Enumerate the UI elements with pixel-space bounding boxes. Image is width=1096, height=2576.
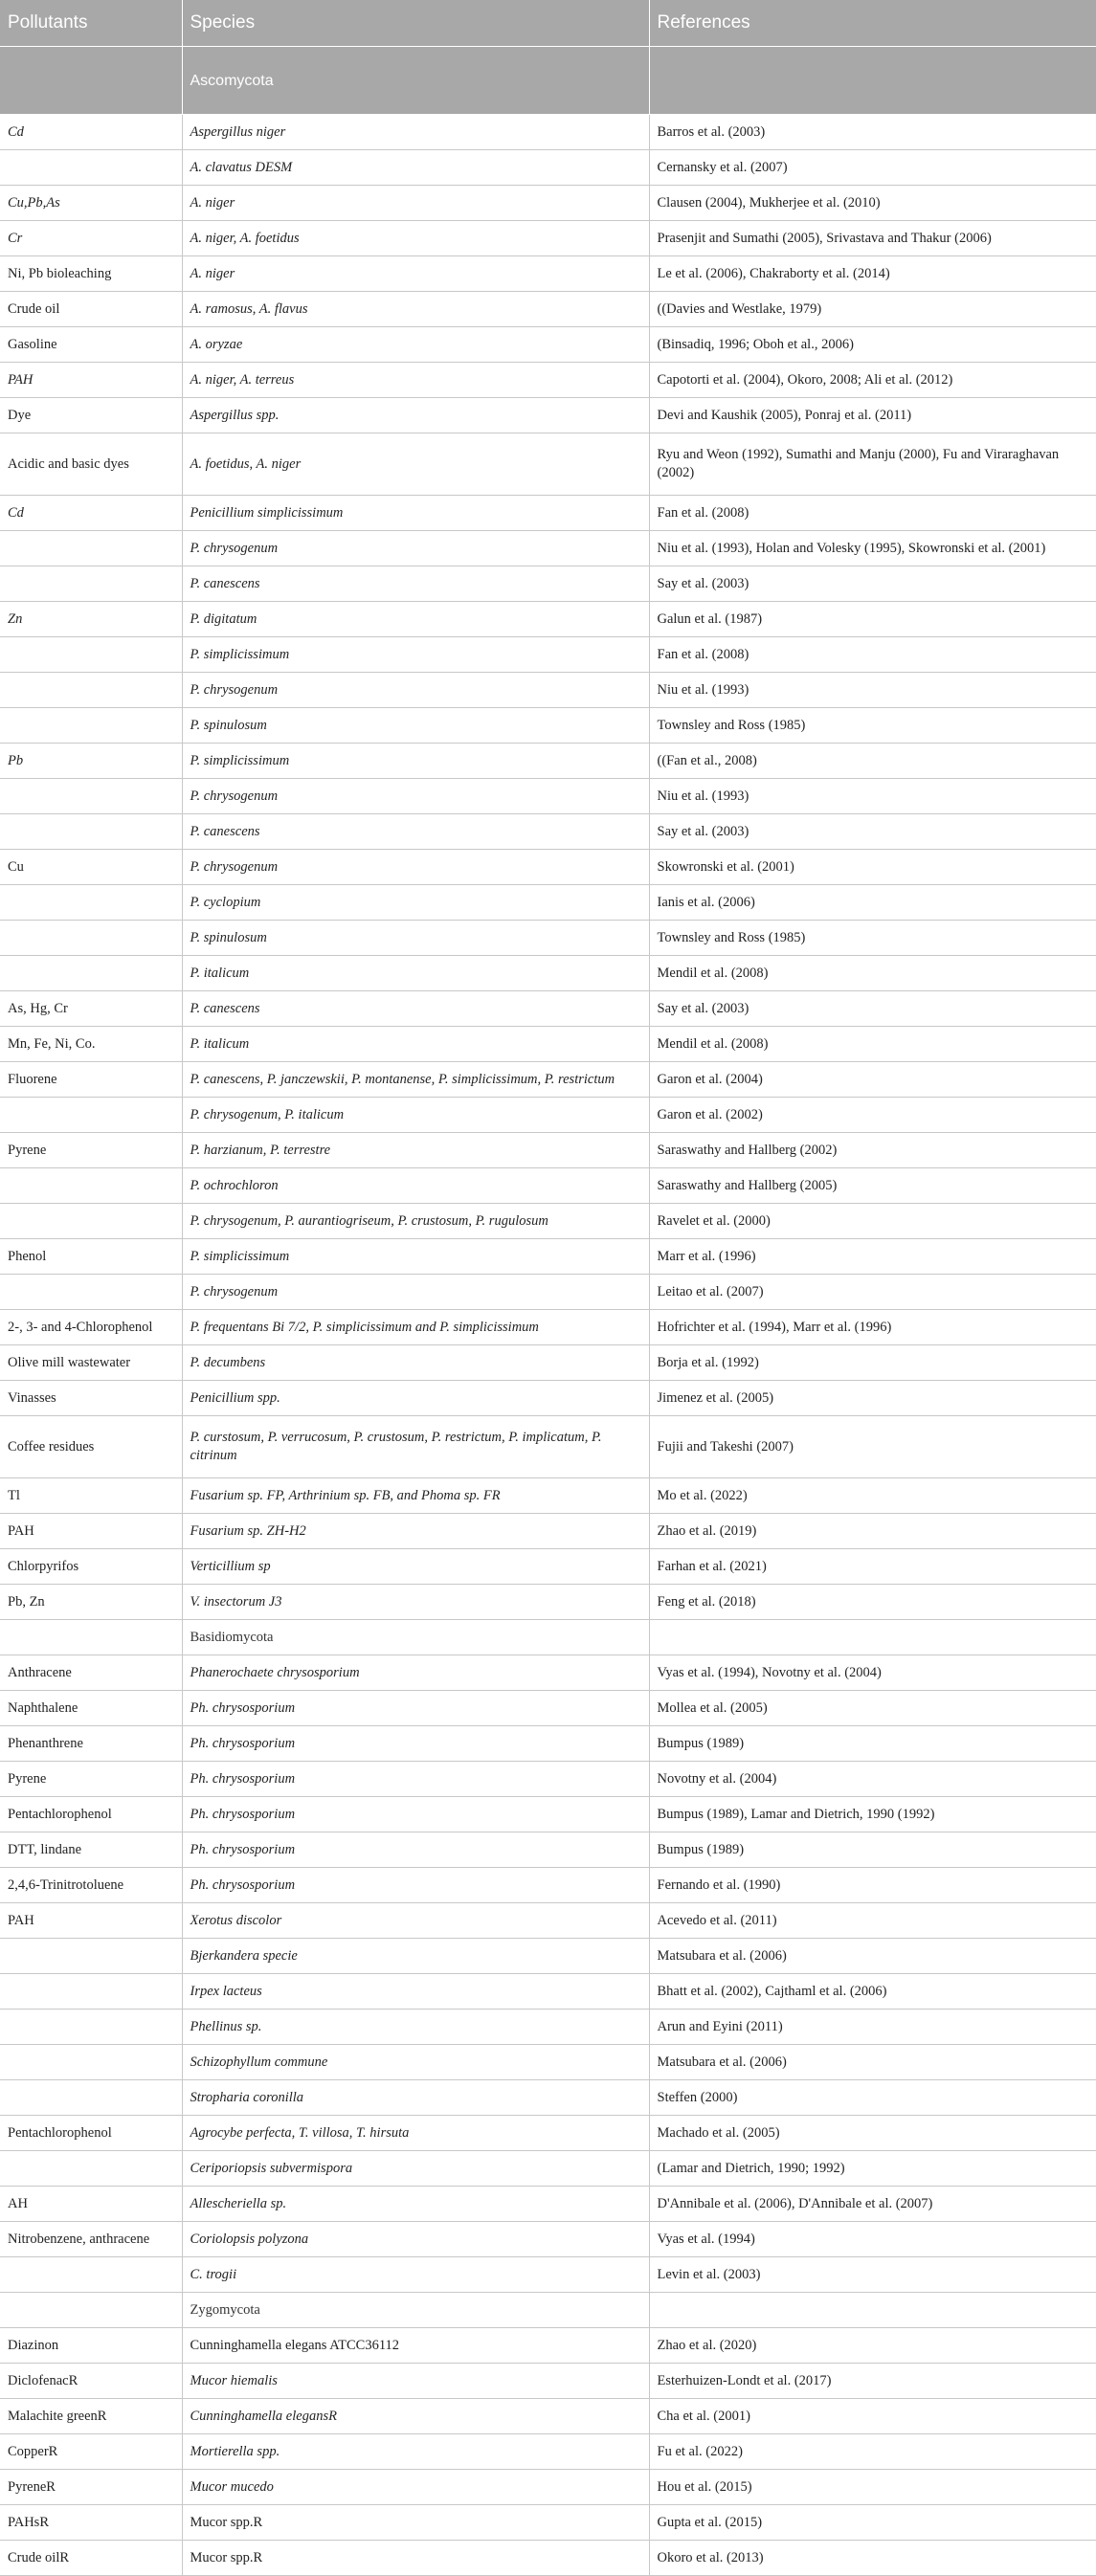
pollutant-cell xyxy=(0,1098,182,1133)
pollutant-cell xyxy=(0,956,182,991)
species-cell: Irpex lacteus xyxy=(182,1974,649,2010)
species-cell: Basidiomycota xyxy=(182,1620,649,1655)
reference-cell: Jimenez et al. (2005) xyxy=(649,1381,1096,1416)
reference-cell: ((Davies and Westlake, 1979) xyxy=(649,292,1096,327)
table-row xyxy=(0,1168,1096,1204)
header-pollutants: Pollutants xyxy=(0,0,182,47)
reference-cell: Bumpus (1989) xyxy=(649,1726,1096,1762)
reference-cell: Okoro et al. (2013) xyxy=(649,2541,1096,2576)
table-row xyxy=(0,1868,1096,1903)
reference-cell: Ravelet et al. (2000) xyxy=(649,1204,1096,1239)
table-row xyxy=(0,2151,1096,2187)
reference-cell: Saraswathy and Hallberg (2005) xyxy=(649,1168,1096,1204)
pollutant-cell xyxy=(0,2045,182,2080)
pollutant-cell xyxy=(0,673,182,708)
table-row xyxy=(0,2257,1096,2293)
reference-cell: Fernando et al. (1990) xyxy=(649,1868,1096,1903)
table-row xyxy=(0,2364,1096,2399)
table-row xyxy=(0,2505,1096,2541)
reference-cell: Le et al. (2006), Chakraborty et al. (2014) xyxy=(649,256,1096,292)
reference-cell: Devi and Kaushik (2005), Ponraj et al. (2011) xyxy=(649,398,1096,433)
table-row xyxy=(0,2434,1096,2470)
pollutant-cell xyxy=(0,2293,182,2328)
pollutant-cell: Malachite greenR xyxy=(0,2399,182,2434)
reference-cell: ((Fan et al., 2008) xyxy=(649,744,1096,779)
pollutant-cell: Gasoline xyxy=(0,327,182,363)
pollutant-cell: Pentachlorophenol xyxy=(0,1797,182,1832)
table-row xyxy=(0,186,1096,221)
reference-cell: Clausen (2004), Mukherjee et al. (2010) xyxy=(649,186,1096,221)
species-cell: Penicillium simplicissimum xyxy=(182,496,649,531)
pollutant-cell: Pyrene xyxy=(0,1133,182,1168)
pollutant-cell: PAHsR xyxy=(0,2505,182,2541)
species-cell: P. chrysogenum xyxy=(182,779,649,814)
species-cell: Aspergillus spp. xyxy=(182,398,649,433)
species-cell: Phanerochaete chrysosporium xyxy=(182,1655,649,1691)
table-row xyxy=(0,991,1096,1027)
pollutant-cell: AH xyxy=(0,2187,182,2222)
table-row xyxy=(0,1027,1096,1062)
table-row xyxy=(0,885,1096,921)
pollutant-cell: DiclofenacR xyxy=(0,2364,182,2399)
pollutant-cell: Coffee residues xyxy=(0,1416,182,1478)
table-row xyxy=(0,1239,1096,1275)
pollutant-cell: Mn, Fe, Ni, Co. xyxy=(0,1027,182,1062)
species-cell: Ceriporiopsis subvermispora xyxy=(182,2151,649,2187)
table-row xyxy=(0,673,1096,708)
pollutant-cell: As, Hg, Cr xyxy=(0,991,182,1027)
table-row xyxy=(0,1062,1096,1098)
table-row xyxy=(0,2470,1096,2505)
species-cell: Ph. chrysosporium xyxy=(182,1797,649,1832)
reference-cell: Fan et al. (2008) xyxy=(649,637,1096,673)
header-species: Species xyxy=(182,0,649,47)
pollutant-cell: PAH xyxy=(0,1903,182,1939)
pollutant-cell: Dye xyxy=(0,398,182,433)
species-cell: Ph. chrysosporium xyxy=(182,1726,649,1762)
table-row xyxy=(0,956,1096,991)
reference-cell: Farhan et al. (2021) xyxy=(649,1549,1096,1585)
table-row xyxy=(0,1098,1096,1133)
reference-cell: Leitao et al. (2007) xyxy=(649,1275,1096,1310)
header-row xyxy=(0,0,1096,47)
reference-cell xyxy=(649,1620,1096,1655)
reference-cell: (Lamar and Dietrich, 1990; 1992) xyxy=(649,2151,1096,2187)
species-cell: C. trogii xyxy=(182,2257,649,2293)
table-row xyxy=(0,1903,1096,1939)
pollutant-cell xyxy=(0,637,182,673)
reference-cell: Mendil et al. (2008) xyxy=(649,1027,1096,1062)
table-row xyxy=(0,2116,1096,2151)
table-row xyxy=(0,1974,1096,2010)
reference-cell: Capotorti et al. (2004), Okoro, 2008; Ali et al. (2012) xyxy=(649,363,1096,398)
table-row xyxy=(0,1133,1096,1168)
species-cell: A. niger, A. terreus xyxy=(182,363,649,398)
species-cell: Stropharia coronilla xyxy=(182,2080,649,2116)
pollutant-cell: PAH xyxy=(0,1514,182,1549)
species-cell: Ph. chrysosporium xyxy=(182,1832,649,1868)
pollutant-cell: Chlorpyrifos xyxy=(0,1549,182,1585)
pollutant-cell xyxy=(0,708,182,744)
phylum-subheading-row xyxy=(0,1620,1096,1655)
table-row xyxy=(0,496,1096,531)
reference-cell: Gupta et al. (2015) xyxy=(649,2505,1096,2541)
table-row xyxy=(0,150,1096,186)
pollutant-cell xyxy=(0,921,182,956)
table-row xyxy=(0,115,1096,150)
pollutant-cell xyxy=(0,1974,182,2010)
table-row xyxy=(0,221,1096,256)
species-cell: P. harzianum, P. terrestre xyxy=(182,1133,649,1168)
species-cell: P. canescens xyxy=(182,566,649,602)
pollutant-cell: Diazinon xyxy=(0,2328,182,2364)
pollutant-cell: PyreneR xyxy=(0,2470,182,2505)
pollutant-cell: Cu,Pb,As xyxy=(0,186,182,221)
table-row xyxy=(0,433,1096,496)
pollutant-cell: Pb, Zn xyxy=(0,1585,182,1620)
species-cell: Cunninghamella elegansR xyxy=(182,2399,649,2434)
pollutant-cell xyxy=(0,47,182,115)
table-row xyxy=(0,1832,1096,1868)
reference-cell: Bumpus (1989) xyxy=(649,1832,1096,1868)
table-row xyxy=(0,779,1096,814)
reference-cell: Say et al. (2003) xyxy=(649,566,1096,602)
table-row xyxy=(0,1939,1096,1974)
species-cell: Xerotus discolor xyxy=(182,1903,649,1939)
phylum-group-row xyxy=(0,47,1096,115)
pollutant-cell: Nitrobenzene, anthracene xyxy=(0,2222,182,2257)
reference-cell: (Binsadiq, 1996; Oboh et al., 2006) xyxy=(649,327,1096,363)
pollutant-cell: 2,4,6-Trinitrotoluene xyxy=(0,1868,182,1903)
reference-cell: Barros et al. (2003) xyxy=(649,115,1096,150)
species-cell: Fusarium sp. ZH-H2 xyxy=(182,1514,649,1549)
species-cell: Coriolopsis polyzona xyxy=(182,2222,649,2257)
reference-cell: Matsubara et al. (2006) xyxy=(649,1939,1096,1974)
pollutant-cell: Phenanthrene xyxy=(0,1726,182,1762)
species-cell: P. canescens xyxy=(182,814,649,850)
table-row xyxy=(0,1204,1096,1239)
table-row xyxy=(0,1691,1096,1726)
reference-cell: Vyas et al. (1994) xyxy=(649,2222,1096,2257)
table-row xyxy=(0,602,1096,637)
table-row xyxy=(0,363,1096,398)
table-body xyxy=(0,47,1096,2576)
reference-cell: Prasenjit and Sumathi (2005), Srivastava and Thakur (2006) xyxy=(649,221,1096,256)
reference-cell xyxy=(649,47,1096,115)
reference-cell: Fujii and Takeshi (2007) xyxy=(649,1416,1096,1478)
pollutant-cell xyxy=(0,2010,182,2045)
pollutant-cell: Pentachlorophenol xyxy=(0,2116,182,2151)
reference-cell: Niu et al. (1993) xyxy=(649,673,1096,708)
species-cell: A. niger xyxy=(182,186,649,221)
species-cell: P. italicum xyxy=(182,956,649,991)
table-row xyxy=(0,2080,1096,2116)
species-cell: P. ochrochloron xyxy=(182,1168,649,1204)
reference-cell: Mendil et al. (2008) xyxy=(649,956,1096,991)
species-cell: Mucor hiemalis xyxy=(182,2364,649,2399)
table-row xyxy=(0,814,1096,850)
species-cell: Bjerkandera specie xyxy=(182,1939,649,1974)
pollutant-cell: Phenol xyxy=(0,1239,182,1275)
pollutant-cell: Zn xyxy=(0,602,182,637)
species-cell: Ph. chrysosporium xyxy=(182,1868,649,1903)
table-row xyxy=(0,2541,1096,2576)
table-row xyxy=(0,2222,1096,2257)
species-cell: Fusarium sp. FP, Arthrinium sp. FB, and Phoma sp. FR xyxy=(182,1478,649,1514)
reference-cell: Bhatt et al. (2002), Cajthaml et al. (2006) xyxy=(649,1974,1096,2010)
table-row xyxy=(0,292,1096,327)
species-cell: P. simplicissimum xyxy=(182,744,649,779)
species-cell: P. chrysogenum, P. aurantiogriseum, P. crustosum, P. rugulosum xyxy=(182,1204,649,1239)
reference-cell: Arun and Eyini (2011) xyxy=(649,2010,1096,2045)
species-cell: Phellinus sp. xyxy=(182,2010,649,2045)
pollutant-cell: PAH xyxy=(0,363,182,398)
species-cell: Mucor spp.R xyxy=(182,2505,649,2541)
table-row xyxy=(0,921,1096,956)
reference-cell: Mollea et al. (2005) xyxy=(649,1691,1096,1726)
reference-cell: Fu et al. (2022) xyxy=(649,2434,1096,2470)
pollutant-cell xyxy=(0,531,182,566)
phylum-subheading-row xyxy=(0,2293,1096,2328)
reference-cell: Feng et al. (2018) xyxy=(649,1585,1096,1620)
pollutant-cell: DTT, lindane xyxy=(0,1832,182,1868)
species-cell: Allescheriella sp. xyxy=(182,2187,649,2222)
species-cell: P. chrysogenum xyxy=(182,673,649,708)
species-cell: P. decumbens xyxy=(182,1345,649,1381)
species-cell: P. chrysogenum, P. italicum xyxy=(182,1098,649,1133)
species-cell: Zygomycota xyxy=(182,2293,649,2328)
reference-cell: D'Annibale et al. (2006), D'Annibale et al. (2007) xyxy=(649,2187,1096,2222)
pollutant-cell: Pb xyxy=(0,744,182,779)
table-row xyxy=(0,398,1096,433)
pollutant-cell xyxy=(0,779,182,814)
species-cell: Mucor mucedo xyxy=(182,2470,649,2505)
table-row xyxy=(0,1655,1096,1691)
pollutant-cell xyxy=(0,2257,182,2293)
table-row xyxy=(0,566,1096,602)
species-cell: Ph. chrysosporium xyxy=(182,1762,649,1797)
header-references: References xyxy=(649,0,1096,47)
species-cell: P. canescens xyxy=(182,991,649,1027)
reference-cell: Novotny et al. (2004) xyxy=(649,1762,1096,1797)
species-cell: A. niger, A. foetidus xyxy=(182,221,649,256)
reference-cell: Hou et al. (2015) xyxy=(649,2470,1096,2505)
species-cell: P. spinulosum xyxy=(182,921,649,956)
table-row xyxy=(0,1345,1096,1381)
species-cell: P. frequentans Bi 7/2, P. simplicissimum and P. simplicissimum xyxy=(182,1310,649,1345)
species-cell: Ascomycota xyxy=(182,47,649,115)
reference-cell: Machado et al. (2005) xyxy=(649,2116,1096,2151)
pollutant-cell xyxy=(0,2080,182,2116)
table-row xyxy=(0,1726,1096,1762)
table-row xyxy=(0,256,1096,292)
species-cell: Cunninghamella elegans ATCC36112 xyxy=(182,2328,649,2364)
species-cell: Ph. chrysosporium xyxy=(182,1691,649,1726)
pollutant-cell: Cd xyxy=(0,496,182,531)
reference-cell: Steffen (2000) xyxy=(649,2080,1096,2116)
species-cell: Aspergillus niger xyxy=(182,115,649,150)
pollutant-cell: Olive mill wastewater xyxy=(0,1345,182,1381)
reference-cell: Matsubara et al. (2006) xyxy=(649,2045,1096,2080)
table-row xyxy=(0,2045,1096,2080)
reference-cell: Hofrichter et al. (1994), Marr et al. (1996) xyxy=(649,1310,1096,1345)
pollutant-cell: Tl xyxy=(0,1478,182,1514)
pollutant-cell xyxy=(0,1620,182,1655)
pollutant-cell xyxy=(0,2151,182,2187)
table-row xyxy=(0,1275,1096,1310)
species-cell: P. simplicissimum xyxy=(182,637,649,673)
pollutant-cell: Acidic and basic dyes xyxy=(0,433,182,496)
pollutant-cell: Cd xyxy=(0,115,182,150)
pollutant-cell: Anthracene xyxy=(0,1655,182,1691)
table-row xyxy=(0,744,1096,779)
reference-cell: Borja et al. (1992) xyxy=(649,1345,1096,1381)
table-row xyxy=(0,327,1096,363)
pollutant-cell xyxy=(0,885,182,921)
species-cell: P. spinulosum xyxy=(182,708,649,744)
table-row xyxy=(0,1514,1096,1549)
reference-cell: Zhao et al. (2020) xyxy=(649,2328,1096,2364)
reference-cell: Cernansky et al. (2007) xyxy=(649,150,1096,186)
species-cell: Mucor spp.R xyxy=(182,2541,649,2576)
species-cell: A. foetidus, A. niger xyxy=(182,433,649,496)
reference-cell: Levin et al. (2003) xyxy=(649,2257,1096,2293)
reference-cell xyxy=(649,2293,1096,2328)
species-cell: P. chrysogenum xyxy=(182,531,649,566)
reference-cell: Garon et al. (2002) xyxy=(649,1098,1096,1133)
table-row xyxy=(0,1310,1096,1345)
species-cell: Penicillium spp. xyxy=(182,1381,649,1416)
pollutant-cell xyxy=(0,1275,182,1310)
table-row xyxy=(0,1585,1096,1620)
pollutant-cell: CopperR xyxy=(0,2434,182,2470)
species-cell: A. ramosus, A. flavus xyxy=(182,292,649,327)
species-cell: V. insectorum J3 xyxy=(182,1585,649,1620)
pollutant-cell xyxy=(0,1168,182,1204)
species-cell: A. oryzae xyxy=(182,327,649,363)
table-row xyxy=(0,708,1096,744)
reference-cell: Skowronski et al. (2001) xyxy=(649,850,1096,885)
reference-cell: Galun et al. (1987) xyxy=(649,602,1096,637)
table-row xyxy=(0,1762,1096,1797)
table-row xyxy=(0,1549,1096,1585)
species-cell: Verticillium sp xyxy=(182,1549,649,1585)
reference-cell: Niu et al. (1993) xyxy=(649,779,1096,814)
pollutant-cell: Cu xyxy=(0,850,182,885)
species-cell: P. cyclopium xyxy=(182,885,649,921)
reference-cell: Acevedo et al. (2011) xyxy=(649,1903,1096,1939)
reference-cell: Esterhuizen-Londt et al. (2017) xyxy=(649,2364,1096,2399)
table-row xyxy=(0,1478,1096,1514)
species-cell: P. chrysogenum xyxy=(182,1275,649,1310)
table-row xyxy=(0,2328,1096,2364)
pollutant-cell xyxy=(0,566,182,602)
pollutant-cell xyxy=(0,814,182,850)
pollutant-cell: Cr xyxy=(0,221,182,256)
pollutant-cell: Crude oilR xyxy=(0,2541,182,2576)
reference-cell: Mo et al. (2022) xyxy=(649,1478,1096,1514)
table-row xyxy=(0,1797,1096,1832)
reference-cell: Townsley and Ross (1985) xyxy=(649,921,1096,956)
table-row xyxy=(0,531,1096,566)
reference-cell: Ianis et al. (2006) xyxy=(649,885,1096,921)
reference-cell: Garon et al. (2004) xyxy=(649,1062,1096,1098)
pollutant-cell xyxy=(0,150,182,186)
reference-cell: Bumpus (1989), Lamar and Dietrich, 1990 (1992) xyxy=(649,1797,1096,1832)
species-cell: P. digitatum xyxy=(182,602,649,637)
pollutant-cell: Ni, Pb bioleaching xyxy=(0,256,182,292)
table-row xyxy=(0,1381,1096,1416)
pollutant-cell: Naphthalene xyxy=(0,1691,182,1726)
pollutant-cell xyxy=(0,1204,182,1239)
reference-cell: Niu et al. (1993), Holan and Volesky (1995), Skowronski et al. (2001) xyxy=(649,531,1096,566)
species-cell: A. niger xyxy=(182,256,649,292)
reference-cell: Cha et al. (2001) xyxy=(649,2399,1096,2434)
species-cell: Schizophyllum commune xyxy=(182,2045,649,2080)
table-row xyxy=(0,2399,1096,2434)
reference-cell: Say et al. (2003) xyxy=(649,991,1096,1027)
pollutant-cell: Fluorene xyxy=(0,1062,182,1098)
table-row xyxy=(0,637,1096,673)
species-cell: P. italicum xyxy=(182,1027,649,1062)
species-cell: A. clavatus DESM xyxy=(182,150,649,186)
table-row xyxy=(0,1416,1096,1478)
species-cell: P. chrysogenum xyxy=(182,850,649,885)
reference-cell: Zhao et al. (2019) xyxy=(649,1514,1096,1549)
pollutant-cell xyxy=(0,1939,182,1974)
reference-cell: Townsley and Ross (1985) xyxy=(649,708,1096,744)
reference-cell: Ryu and Weon (1992), Sumathi and Manju (2000), Fu and Viraraghavan (2002) xyxy=(649,433,1096,496)
table-row xyxy=(0,2010,1096,2045)
species-cell: P. curstosum, P. verrucosum, P. crustosum, P. restrictum, P. implicatum, P. citrinum xyxy=(182,1416,649,1478)
pollutant-cell: 2-, 3- and 4-Chlorophenol xyxy=(0,1310,182,1345)
reference-cell: Vyas et al. (1994), Novotny et al. (2004) xyxy=(649,1655,1096,1691)
reference-cell: Saraswathy and Hallberg (2002) xyxy=(649,1133,1096,1168)
reference-cell: Say et al. (2003) xyxy=(649,814,1096,850)
table-row xyxy=(0,2187,1096,2222)
table-row xyxy=(0,850,1096,885)
pollutant-cell: Pyrene xyxy=(0,1762,182,1797)
pollutant-cell: Vinasses xyxy=(0,1381,182,1416)
species-cell: Agrocybe perfecta, T. villosa, T. hirsuta xyxy=(182,2116,649,2151)
reference-cell: Marr et al. (1996) xyxy=(649,1239,1096,1275)
reference-cell: Fan et al. (2008) xyxy=(649,496,1096,531)
species-cell: P. canescens, P. janczewskii, P. montanense, P. simplicissimum, P. restrictum xyxy=(182,1062,649,1098)
species-cell: Mortierella spp. xyxy=(182,2434,649,2470)
pollutant-cell: Crude oil xyxy=(0,292,182,327)
species-cell: P. simplicissimum xyxy=(182,1239,649,1275)
